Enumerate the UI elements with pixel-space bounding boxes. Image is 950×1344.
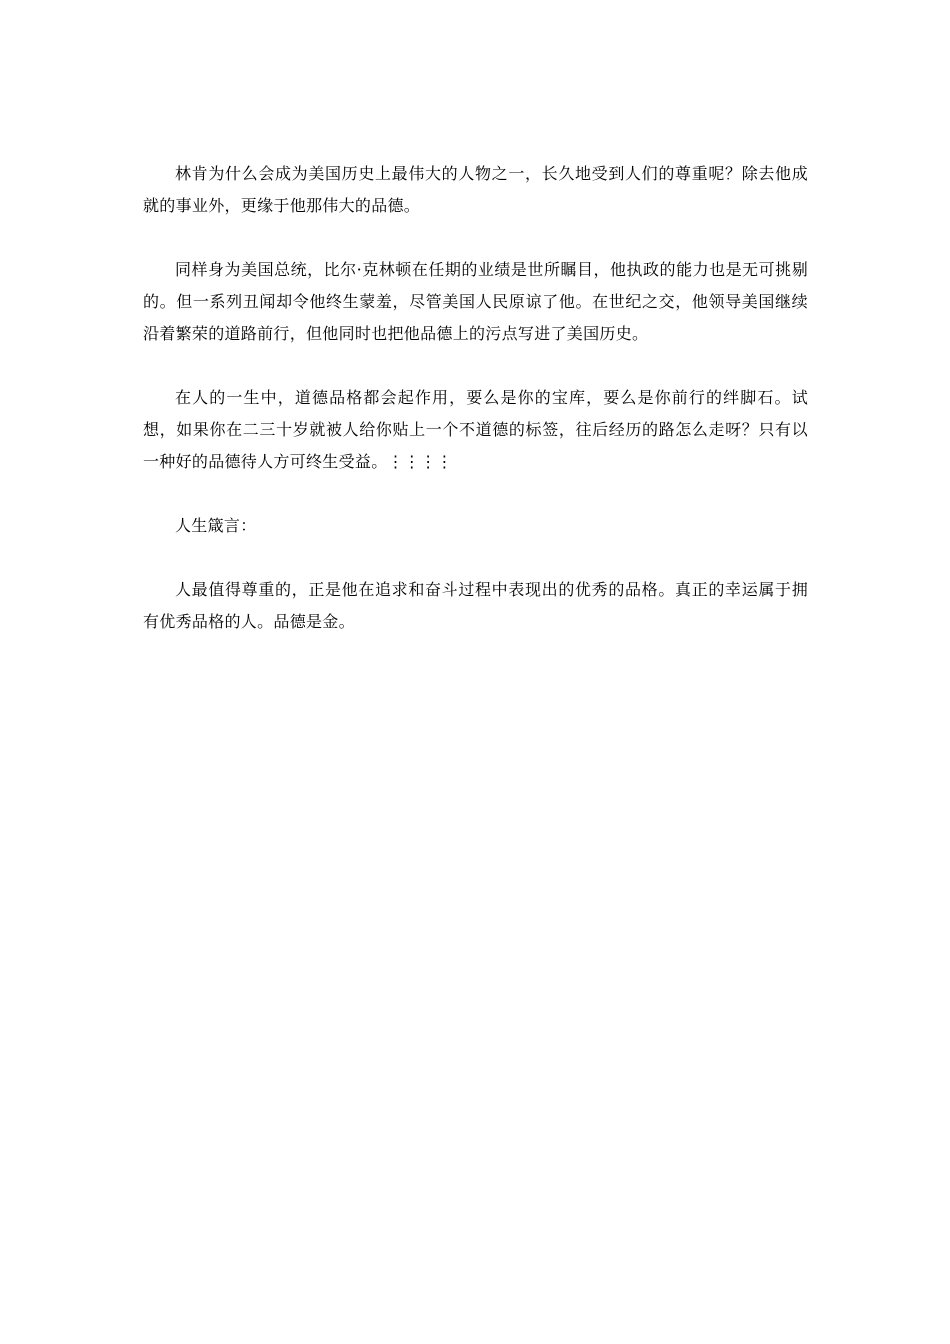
paragraph-motto: 人最值得尊重的，正是他在追求和奋斗过程中表现出的优秀的品格。真正的幸运属于拥有优秀品格的人。品德是金。 [143, 580, 808, 631]
document-body [143, 158, 808, 638]
paragraph-clinton: 同样身为美国总统，比尔·克林顿在任期的业绩是世所瞩目，他执政的能力也是无可挑剔的。但一系列丑闻却令他终生蒙羞，尽管美国人民原谅了他。在世纪之交，他领导美国继续沿着繁荣的道路前行，但他同时也把他品德上的污点写进了美国历史。 [143, 260, 808, 343]
paragraph-lincoln: 林肯为什么会成为美国历史上最伟大的人物之一，长久地受到人们的尊重呢？除去他成就的事业外，更缘于他那伟大的品德。 [143, 164, 808, 215]
motto-heading: 人生箴言： [175, 516, 257, 535]
paragraph-moral-character: 在人的一生中，道德品格都会起作用，要么是你的宝库，要么是你前行的绊脚石。试想，如果你在二三十岁就被人给你贴上一个不道德的标签，往后经历的路怎么走呀？只有以一种好的品德待人方可终生受益。⋮⋮⋮⋮ [143, 388, 808, 471]
